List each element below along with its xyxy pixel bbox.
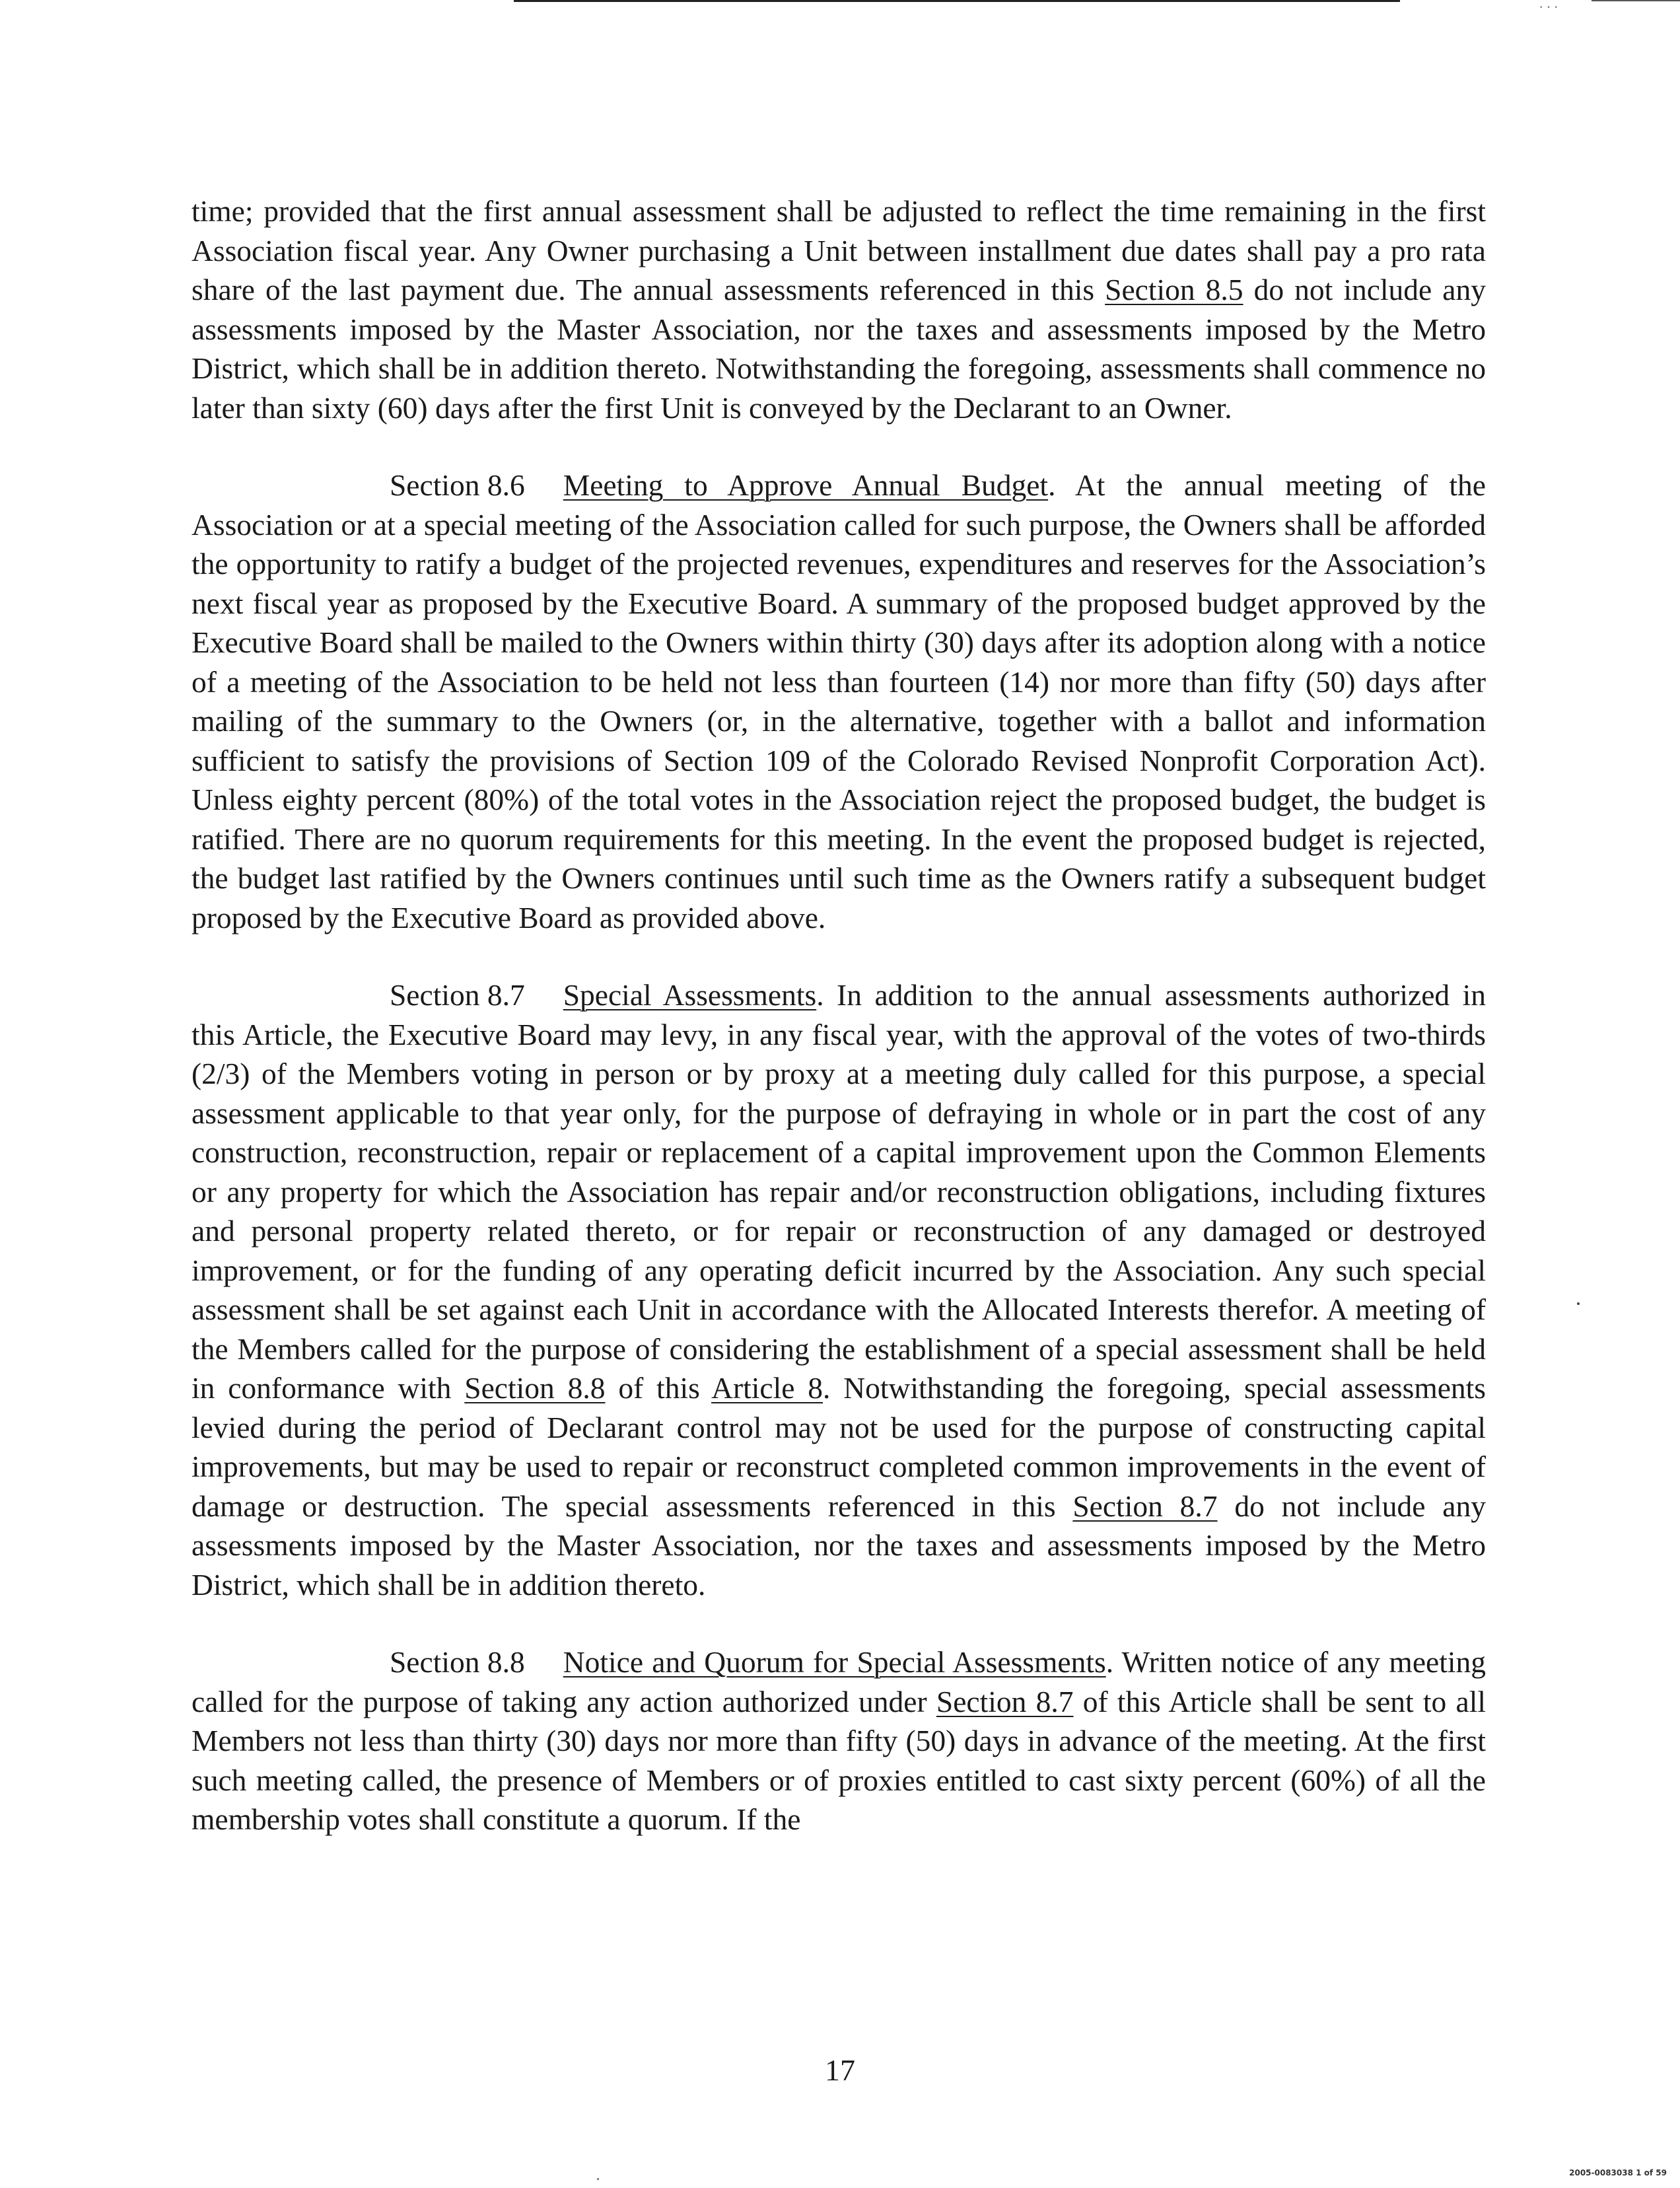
scan-artifact-dot (1577, 1302, 1580, 1305)
page-number: 17 (825, 2053, 855, 2087)
text-run: . In addition to the annual assessments authorized in this Article, the Executive Board may levy, in any fiscal year, with the approval of the votes of two-thirds (2/3) of the Members voting in person or by proxy at a meeting duly called for this purpose, a special assessment applicable to that year only, for the purpose of defraying in whole or in part the cost of any construction, reconstruction, repair or replacement of a capital improvement upon the Common Elements or any property for which the Association has repair and/or reconstruction obligations, including fixtures and personal property related thereto, or for repair or reconstruction of any damaged or destroyed improvement, or for the funding of any operating deficit incurred by the Association. Any such special assessment shall be set against each Unit in accordance with the Allocated Interests therefor. A meeting of the Members called for the purpose of considering the establishment of a special assessment shall be held in conformance with (192, 978, 1487, 1405)
top-rule (514, 0, 1400, 2)
scan-artifact-dots: ··· (1539, 0, 1561, 15)
cross-reference-link[interactable]: Section 8.7 (1072, 1489, 1218, 1523)
cross-reference-link[interactable]: Section 8.5 (1105, 273, 1243, 306)
text-run: . Written notice of any meeting called for the purpose of taking any action authorized under (192, 1645, 1487, 1718)
cross-reference-link[interactable]: Section 8.7 (936, 1684, 1074, 1718)
paragraph-continuation (192, 192, 1486, 427)
section-8-6 (192, 466, 1486, 937)
section-heading: Special Assessments (563, 978, 817, 1012)
section-number: Section 8.8 (390, 1645, 525, 1679)
text-run: do not include any assessments imposed by the Master Association, nor the taxes and assessments imposed by the Metro District, which shall be in addition thereto. (192, 1489, 1486, 1602)
text-run: of this Article shall be sent to all Members not less than thirty (30) days nor more than fifty (50) days in advance of the meeting. At the first such meeting called, the presence of Members or of proxies entitled to cast sixty percent (60%) of all the membership votes shall constitute a quorum. If the (192, 1684, 1486, 1836)
scan-artifact-dot (597, 2178, 599, 2180)
section-number: Section 8.7 (390, 978, 525, 1012)
top-rule-right (1592, 0, 1680, 1)
text-run: . Notwithstanding the foregoing, special assessments levied during the period of Declarant control may not be used for the purpose of constructing capital improvements, but may be used to repair or reconstruct completed common improvements in the event of damage or destruction. The special assessments referenced in this (192, 1371, 1487, 1523)
section-8-8 (192, 1642, 1486, 1839)
section-8-7 (192, 975, 1486, 1604)
section-heading: Meeting to Approve Annual Budget (563, 468, 1049, 502)
cross-reference-link[interactable]: Article 8 (711, 1371, 823, 1405)
cross-reference-link[interactable]: Section 8.8 (464, 1371, 606, 1405)
recording-stamp: 2005-0083038 1 of 59 (1569, 2168, 1667, 2177)
section-number: Section 8.6 (390, 468, 525, 502)
text-run: of this (605, 1371, 712, 1405)
document-body (192, 192, 1486, 1839)
text-run: time; provided that the first annual assessment shall be adjusted to reflect the time remaining in the first Association fiscal year. Any Owner purchasing a Unit between installment due dates shall pay a pro rata share of the last payment due. The annual assessments referenced in this (192, 194, 1486, 306)
section-heading: Notice and Quorum for Special Assessments (563, 1645, 1106, 1679)
text-run: do not include any assessments imposed by the Master Association, nor the taxes and assessments imposed by the Metro District, which shall be in addition thereto. Notwithstanding the foregoing, assessments shall commence no later than sixty (60) days after the first Unit is conveyed by the Declarant to an Owner. (192, 273, 1486, 425)
text-run: . At the annual meeting of the Association or at a special meeting of the Association called for such purpose, the Owners shall be afforded the opportunity to ratify a budget of the projected revenues, expenditures and reserves for the Association’s next fiscal year as proposed by the Executive Board. A summary of the proposed budget approved by the Executive Board shall be mailed to the Owners within thirty (30) days after its adoption along with a notice of a meeting of the Association to be held not less than fourteen (14) nor more than fifty (50) days after mailing of the summary to the Owners (or, in the alternative, together with a ballot and information sufficient to satisfy the provisions of Section 109 of the Colorado Revised Nonprofit Corporation Act). Unless eighty percent (80%) of the total votes in the Association reject the proposed budget, the budget is ratified. There are no quorum requirements for this meeting. In the event the proposed budget is rejected, the budget last ratified by the Owners continues until such time as the Owners ratify a subsequent budget proposed by the Executive Board as provided above. (192, 468, 1486, 935)
